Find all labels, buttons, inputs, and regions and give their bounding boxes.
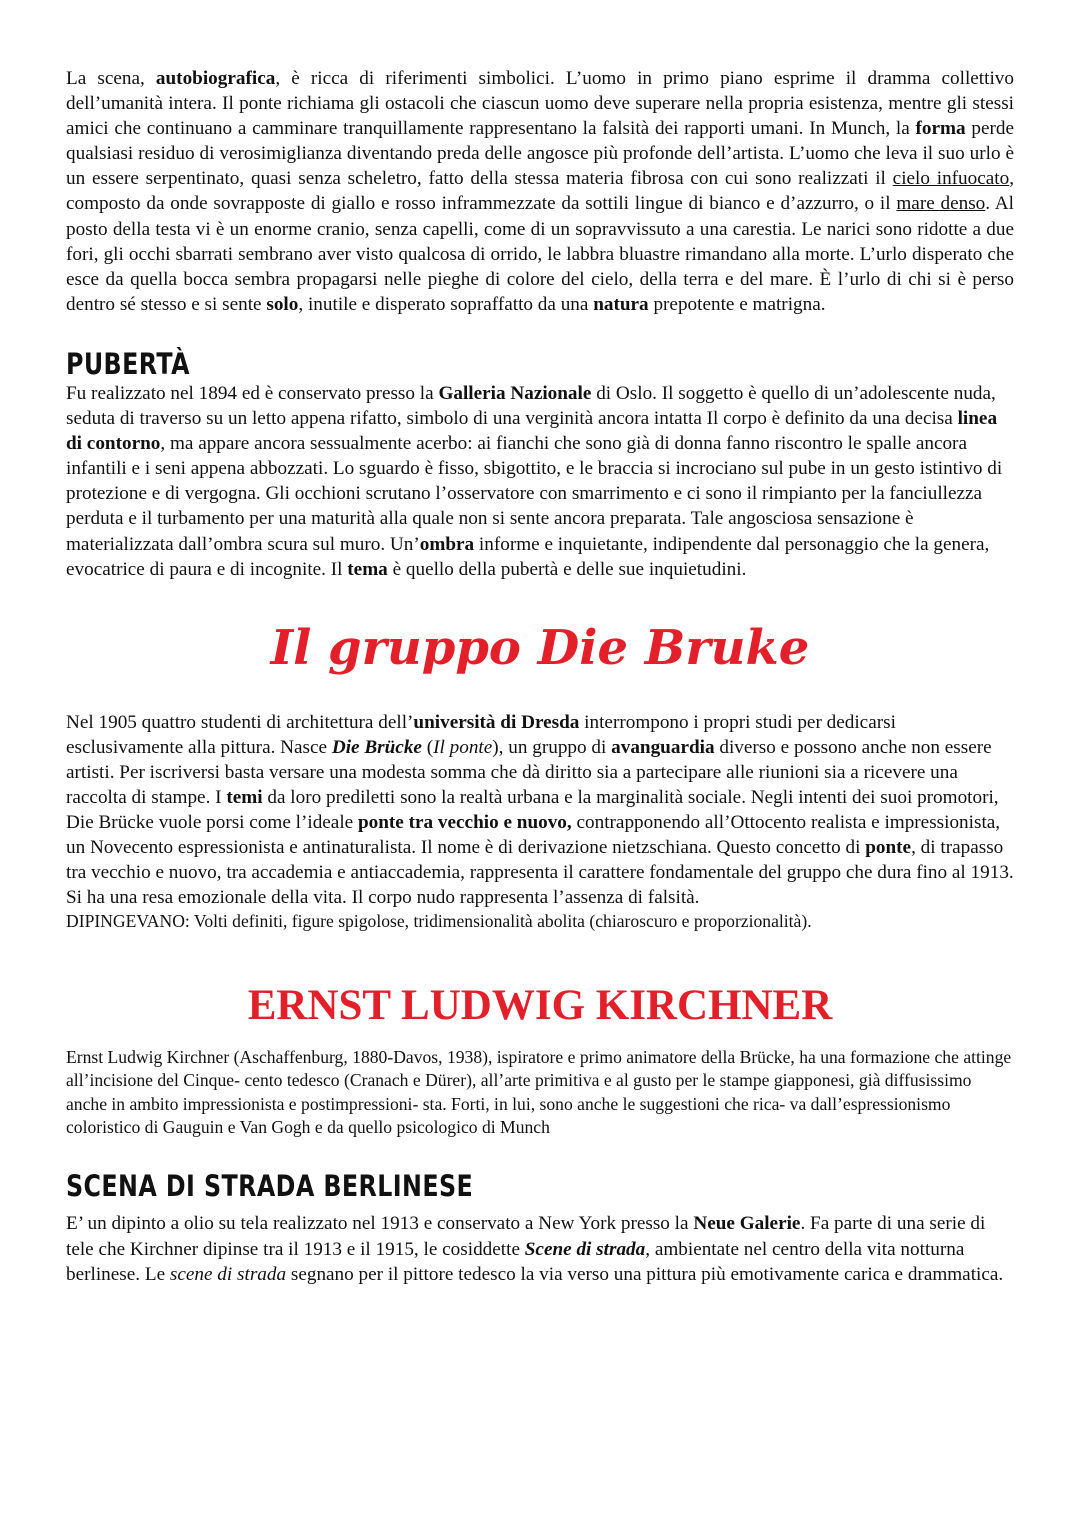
puberta-heading: PUBERTÀ [66, 346, 190, 381]
brucke-dipingevano: DIPINGEVANO: Volti definiti, figure spigolose, tridimensionalità abolita (chiaroscuro e proporzionalità). [66, 911, 812, 932]
kirchner-title: ERNST LUDWIG KIRCHNER [247, 981, 833, 1029]
scena-paragraph: E’ un dipinto a olio su tela realizzato nel 1913 e conservato a New York presso la Neue Galerie. Fa parte di una serie di tele che Kirchner dipinse tra il 1913 e il 1915, le cosiddette Scene di strada, ambientate nel centro della vita notturna berlinese. Le scene di strada segnano per il pittore tedesco la via verso una pittura più emotivamente carica e drammatica. [66, 1213, 1004, 1285]
brucke-paragraph: Nel 1905 quattro studenti di architettura dell’università di Dresda interrompono i propri studi per dedicarsi esclusivamente alla pittura. Nasce Die Brücke (Il ponte), un gruppo di avanguardia diverso e possono anche non essere artisti. Per iscriversi basta versare una modesta somma che dà diritto sia a partecipare alle riunioni sia a ricevere una raccolta di stampe. I temi da loro prediletti sono la realtà urbana e la marginalità sociale. Negli intenti dei suoi promotori, Die Brücke vuole porsi come l’ideale ponte tra vecchio e nuovo, contrapponendo all’Ottocento realista e impressionista, un Novecento espressionista e antinaturalista. Il nome è di derivazione nietzschiana. Questo concetto di ponte, di trapasso tra vecchio e nuovo, tra accademia e antiaccademia, rappresenta il carattere fondamentale del gruppo che dura fino al 1913. [66, 711, 1014, 884]
brucke-title: Il gruppo Die Bruke [270, 619, 810, 676]
kirchner-paragraph: Ernst Ludwig Kirchner (Aschaffenburg, 1880-Davos, 1938), ispiratore e primo animatore della Brücke, ha una formazione che attinge all’incisione del Cinque- cento tedesco (Cranach e Dürer), all’arte primitiva e al gusto per le stampe giapponesi, già diffusissimo anche in ambito impressionista e postimpressioni- sta. Forti, in lui, sono anche le suggestioni che rica- va dall’espressionismo coloristico di Gauguin e Van Gogh e da quello psicologico di Munch [66, 1046, 1012, 1138]
urlo-paragraph: La scena, autobiografica, è ricca di riferimenti simbolici. L’uomo in primo piano esprime il dramma collettivo dell’umanità intera. Il ponte richiama gli ostacoli che ciascun uomo deve superare nella propria esistenza, mentre gli stessi amici che continuano a camminare tranquillamente rappresentano la falsità dei rapporti umani. In Munch, la forma perde qualsiasi residuo di verosimiglianza diventando preda delle angosce più profonde dell’artista. L’uomo che leva il suo urlo è un essere serpentinato, quasi senza scheletro, fatto della stessa materia fibrosa con cui sono realizzati il cielo infuocato, composto da onde sovrapposte di giallo e rosso inframmezzate da sottili lingue di bianco e d’azzurro, o il mare denso. Al posto della testa vi è un enorme cranio, senza capelli, come di un sopravvissuto a una carestia. Le narici sono ridotte a due fori, gli occhi sbarrati sembrano aver visto qualcosa di orrido, le labbra bluastre rimandano alla morte. L’urlo disperato che esce da quella bocca sembra propagarsi nelle pieghe di colore del cielo, della terra e del mare. È l’urlo di chi si è perso dentro sé stesso e si sente solo, inutile e disperato sopraffatto da una natura prepotente e matrigna. [66, 68, 1014, 315]
brucke-note: Si ha una resa emozionale della vita. Il corpo nudo rappresenta l’assenza di falsità. [66, 887, 700, 909]
puberta-paragraph: Fu realizzato nel 1894 ed è conservato presso la Galleria Nazionale di Oslo. Il soggetto è quello di un’adolescente nuda, seduta di traverso su un letto appena rifatto, simbolo di una verginità ancora intatta Il corpo è definito da una decisa linea di contorno, ma appare ancora sessualmente acerbo: ai fianchi che sono già di donna fanno riscontro le spalle ancora infantili e i seni appena abbozzati. Lo sguardo è fisso, sbigottito, e le braccia si incrociano sul pube in un gesto istintivo di protezione e di vergogna. Gli occhioni scrutano l’osservatore con smarrimento e ci sono il rimpianto per la fanciullezza perduta e il turbamento per una maturità alla quale non si sente ancora preparata. Tale angosciosa sensazione è materializzata dall’ombra scura sul muro. Un’ombra informe e inquietante, indipendente dal personaggio che la genera, evocatrice di paura e di incognite. Il tema è quello della pubertà e delle sue inquietudini. [66, 382, 1003, 580]
scena-heading: SCENA DI STRADA BERLINESE [66, 1169, 474, 1204]
